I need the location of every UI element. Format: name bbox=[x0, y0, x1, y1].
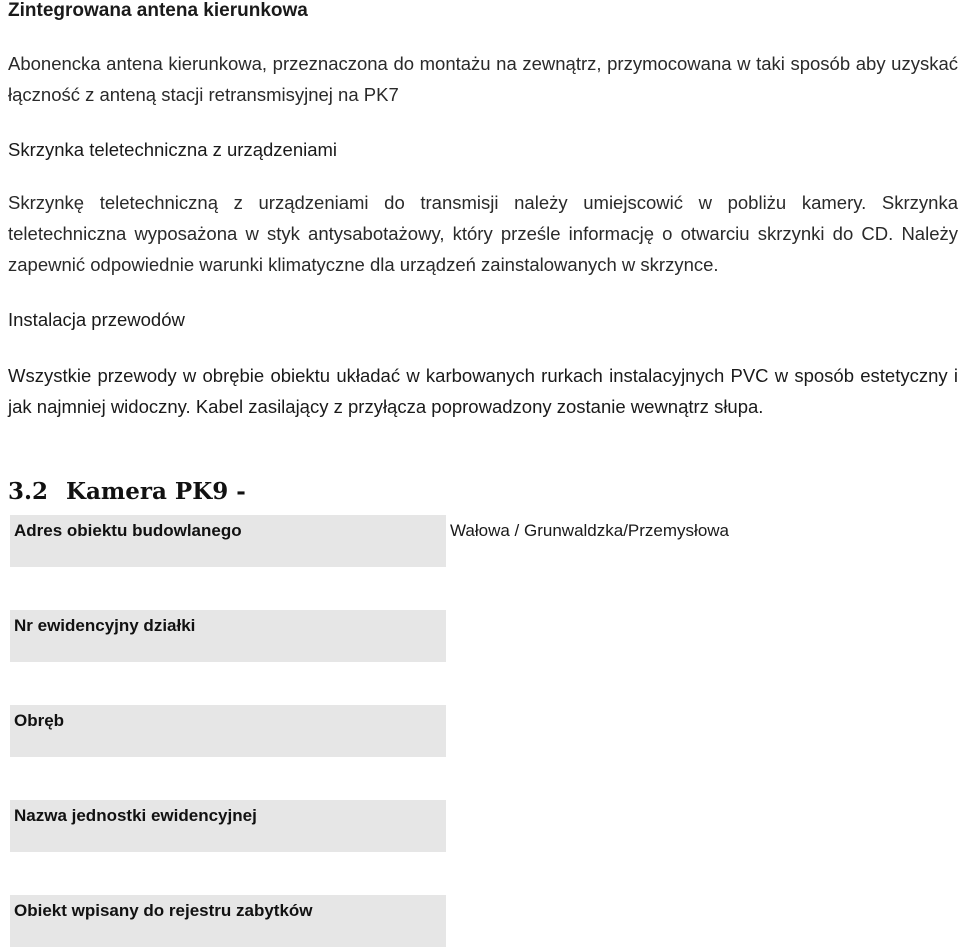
section-title-text: Kamera PK9 - bbox=[66, 478, 246, 505]
row-label: Obiekt wpisany do rejestru zabytków bbox=[14, 901, 313, 920]
antenna-heading: Zintegrowana antena kierunkowa bbox=[8, 0, 308, 21]
table-row bbox=[10, 515, 960, 567]
label-cell bbox=[10, 705, 446, 757]
table-row bbox=[10, 705, 960, 757]
antenna-paragraph: Abonencka antena kierunkowa, przeznaczona do montażu na zewnątrz, przymocowana w taki sposób aby uzyskać łączność z anteną stacji retransmisyjnej na PK7 bbox=[8, 53, 958, 105]
row-label: Nazwa jednostki ewidencyjnej bbox=[14, 806, 257, 825]
table-row bbox=[10, 895, 960, 947]
cables-paragraph: Wszystkie przewody w obrębie obiektu układać w karbowanych rurkach instalacyjnych PVC w sposób estetyczny i jak najmniej widoczny. Kabel zasilający z przyłącza poprowadzony zostanie wewnątrz słupa. bbox=[8, 365, 958, 417]
box-paragraph: Skrzynkę teletechniczną z urządzeniami do transmisji należy umiejscowić w pobliżu kamery. Skrzynka teletechniczna wyposażona w styk antysabotażowy, który prześle informację o otwarciu skrzynki do CD. Należy zapewnić odpowiednie warunki klimatyczne dla urządzeń zainstalowanych w skrzynce. bbox=[8, 192, 958, 275]
box-heading: Skrzynka teletechniczna z urządzeniami bbox=[8, 139, 338, 160]
camera-section-title bbox=[8, 478, 246, 505]
row-label: Obręb bbox=[14, 711, 65, 730]
table-row bbox=[10, 610, 960, 662]
row-label: Adres obiektu budowlanego bbox=[14, 521, 242, 540]
cables-heading: Instalacja przewodów bbox=[8, 309, 185, 330]
row-value: Wałowa / Grunwaldzka/Przemysłowa bbox=[450, 521, 730, 540]
row-label: Nr ewidencyjny działki bbox=[14, 616, 196, 635]
section-number: 3.2 bbox=[8, 478, 49, 505]
table-row bbox=[10, 800, 960, 852]
